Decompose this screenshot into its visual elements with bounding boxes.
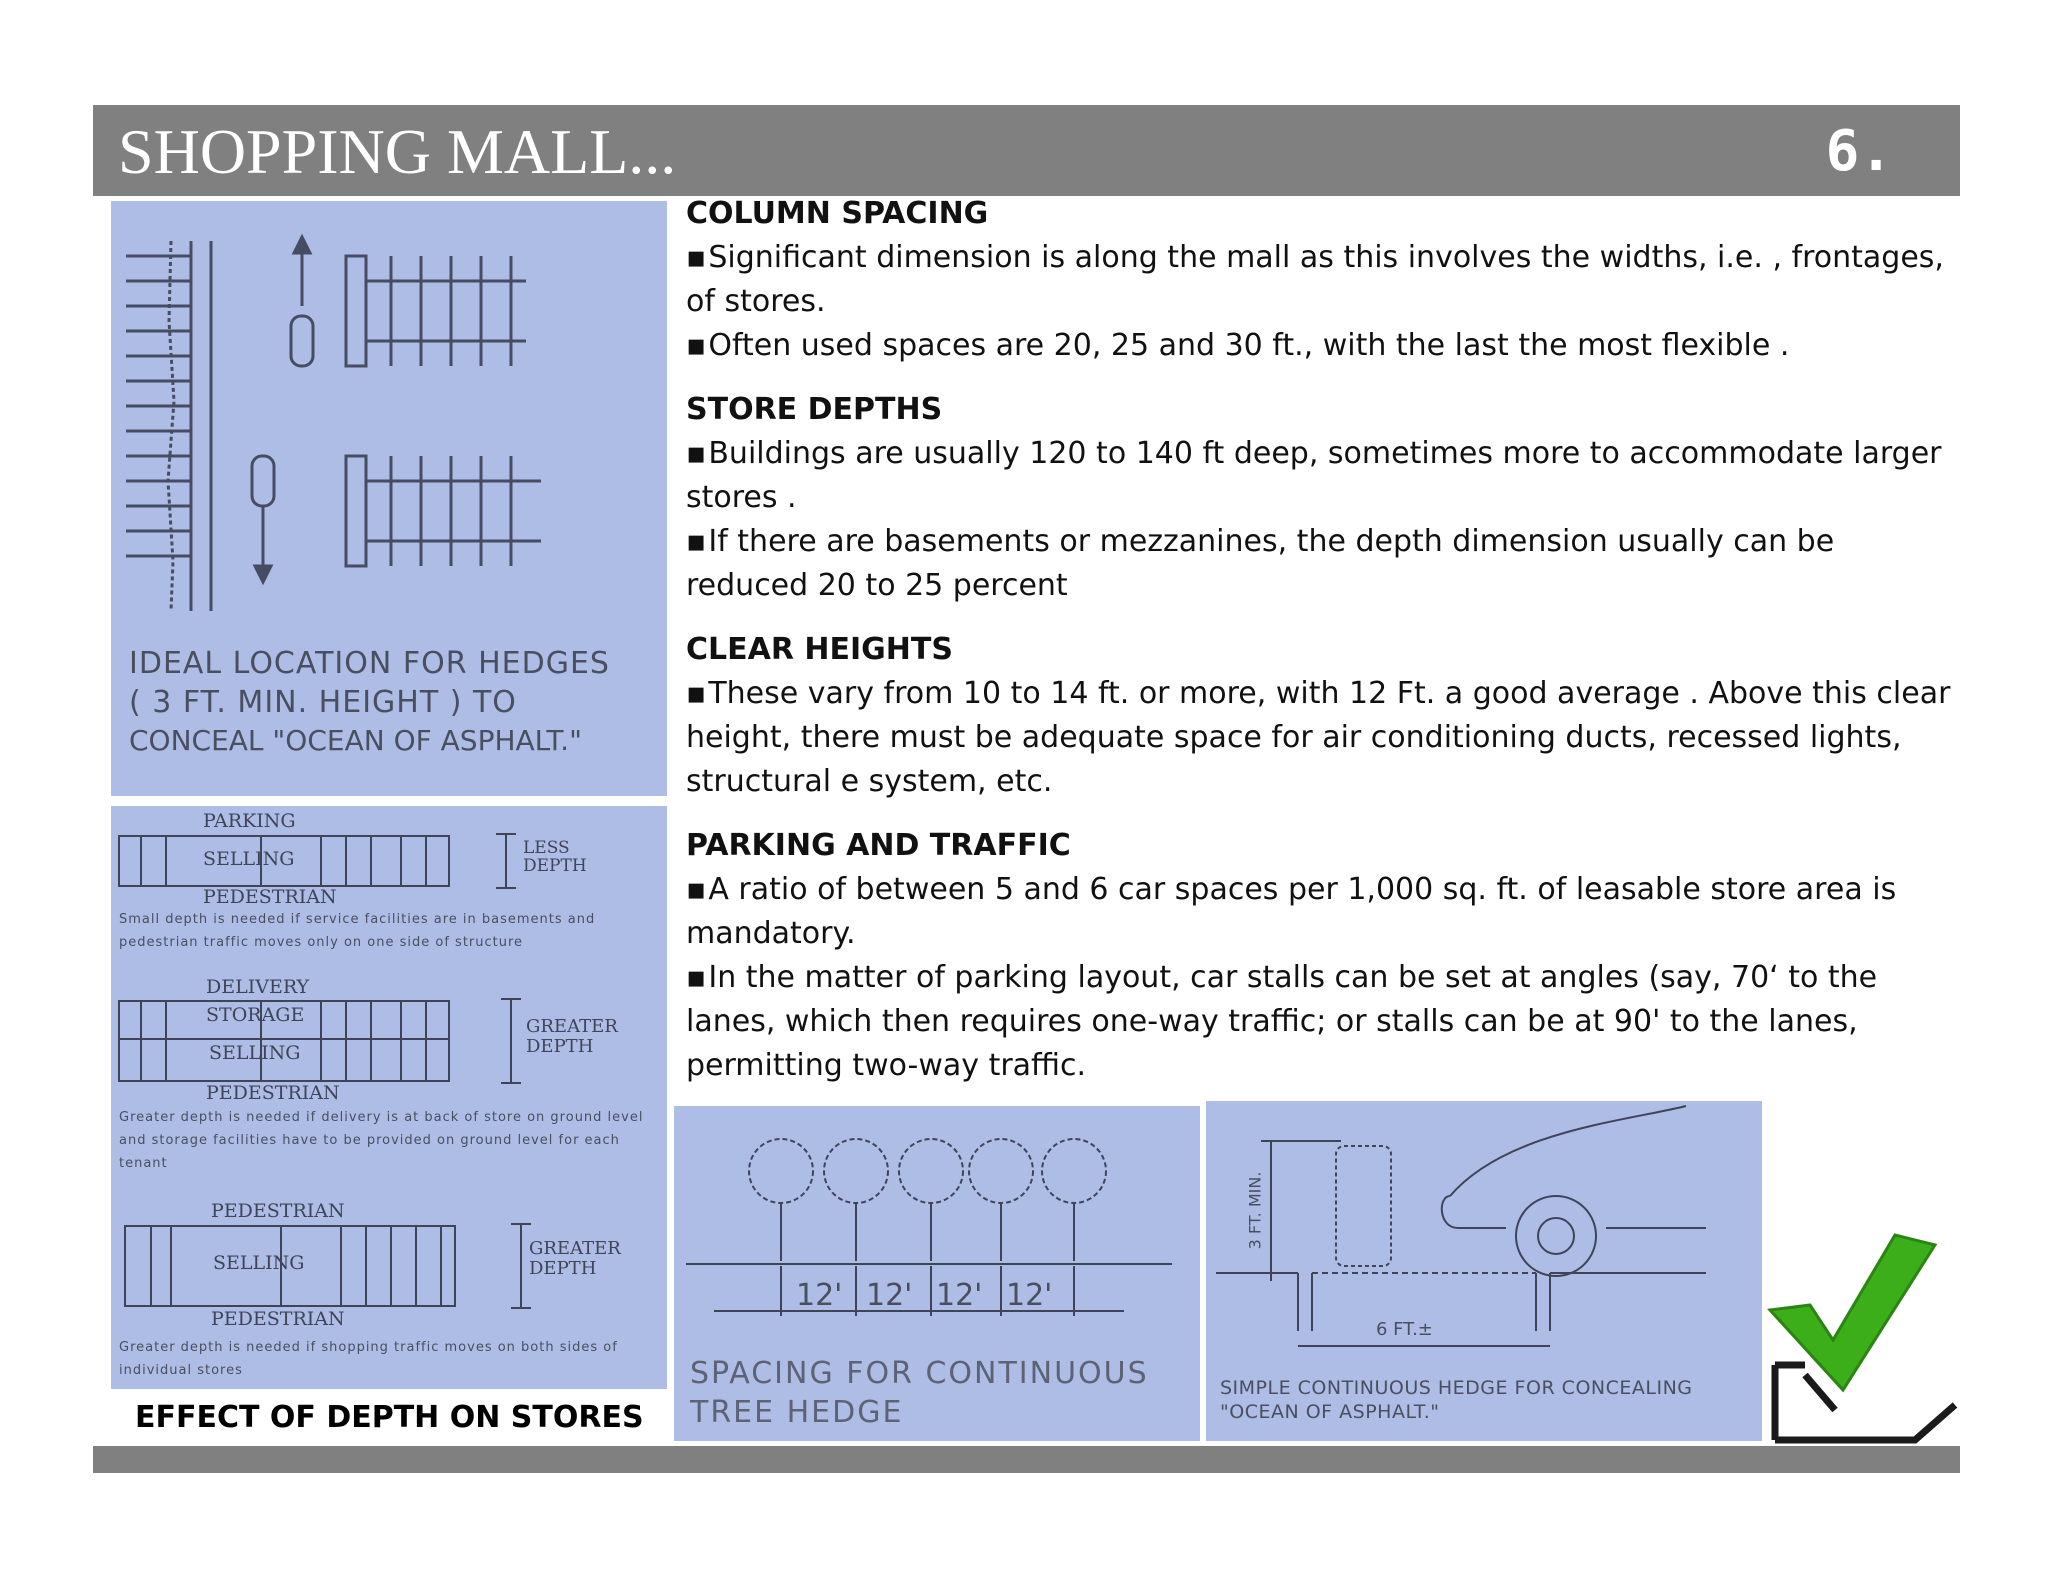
section-heading-column-spacing: COLUMN SPACING xyxy=(686,196,989,231)
tree-caption-line-2: TREE HEDGE xyxy=(690,1395,904,1430)
footer-bar xyxy=(93,1446,1960,1473)
section-heading-parking-traffic: PARKING AND TRAFFIC xyxy=(686,828,1071,863)
bullet-item: ▪ Significant dimension is along the mall as this involves the widths, i.e. , frontages, of stores. xyxy=(686,236,1956,324)
d2-side-label-2: DEPTH xyxy=(526,1036,594,1057)
checkmark-icon xyxy=(1765,1215,1965,1445)
store-depth-figure xyxy=(111,806,667,1389)
d3-mid-label: SELLING xyxy=(213,1252,305,1274)
bullet-item: ▪ Often used spaces are 20, 25 and 30 ft., with the last the most flexible . xyxy=(686,324,1956,368)
d2-selling-label: SELLING xyxy=(209,1042,301,1064)
d3-note: Greater depth is needed if shopping traffic moves on both sides of individual stores xyxy=(119,1340,618,1378)
section-heading-clear-heights: CLEAR HEIGHTS xyxy=(686,632,953,667)
d2-side-label-1: GREATER xyxy=(526,1016,618,1037)
bullet-item: ▪ In the matter of parking layout, car stalls can be set at angles (say, 70‘ to the lanes, which then requires one-way traffic; or stalls can be at 90' to the lanes, permitting two-way traffic. xyxy=(686,956,1956,1088)
d2-storage-label: STORAGE xyxy=(206,1004,305,1026)
d2-bottom-label: PEDESTRIAN xyxy=(206,1082,340,1104)
d1-side-label-1: LESS xyxy=(523,838,570,858)
section-heading-store-depths: STORE DEPTHS xyxy=(686,392,943,427)
d1-mid-label: SELLING xyxy=(203,848,295,870)
figure-caption: EFFECT OF DEPTH ON STORES xyxy=(135,1400,644,1435)
d1-side-label-2: DEPTH xyxy=(523,856,587,876)
height-label: 3 FT. MIN. xyxy=(1245,1171,1265,1250)
tree-hedge-figure xyxy=(674,1106,1200,1441)
d2-note: Greater depth is needed if delivery is at back of store on ground level and storage facilities have to be provided on ground level for each tenant xyxy=(119,1110,644,1171)
bullet-item: ▪ A ratio of between 5 and 6 car spaces per 1,000 sq. ft. of leasable store area is mandatory. xyxy=(686,868,1956,956)
bullet-item: ▪ Buildings are usually 120 to 140 ft deep, sometimes more to accommodate larger stores . xyxy=(686,432,1956,520)
d3-bottom-label: PEDESTRIAN xyxy=(211,1308,345,1330)
bullet-item: ▪ If there are basements or mezzanines, the depth dimension usually can be reduced 20 to 25 percent xyxy=(686,520,1956,608)
hedge-caption-line-2: ( 3 FT. MIN. HEIGHT ) TO xyxy=(129,685,517,720)
hedge-location-figure xyxy=(111,201,667,796)
spacing-label-2: 12' xyxy=(866,1278,913,1313)
bullet-item: ▪ These vary from 10 to 14 ft. or more, with 12 Ft. a good average . Above this clear height, there must be adequate space for air conditioning ducts, recessed lights, structural e system, etc. xyxy=(686,672,1956,804)
spacing-label-3: 12' xyxy=(936,1278,983,1313)
car-hedge-figure xyxy=(1206,1101,1762,1441)
hedge-caption-line-1: IDEAL LOCATION FOR HEDGES xyxy=(129,646,610,681)
d1-note: Small depth is needed if service facilities are in basements and pedestrian traffic moves only on one side of structure xyxy=(119,912,596,950)
d3-top-label: PEDESTRIAN xyxy=(211,1200,345,1222)
tree-caption-line-1: SPACING FOR CONTINUOUS xyxy=(690,1356,1149,1391)
width-label: 6 FT.± xyxy=(1376,1319,1433,1340)
content-text xyxy=(686,192,1956,1088)
d1-bottom-label: PEDESTRIAN xyxy=(203,886,337,908)
d3-side-label-2: DEPTH xyxy=(529,1258,597,1279)
d1-top-label: PARKING xyxy=(203,810,296,832)
d3-side-label-1: GREATER xyxy=(529,1238,621,1259)
car-caption-line-1: SIMPLE CONTINUOUS HEDGE FOR CONCEALING xyxy=(1220,1377,1693,1399)
spacing-label-4: 12' xyxy=(1006,1278,1053,1313)
store-depth-diagrams xyxy=(111,806,667,1389)
slide-title: SHOPPING MALL... xyxy=(118,116,677,187)
car-caption-line-2: "OCEAN OF ASPHALT." xyxy=(1220,1401,1440,1423)
spacing-label-1: 12' xyxy=(796,1278,843,1313)
hedge-caption-line-3: CONCEAL "OCEAN OF ASPHALT." xyxy=(129,724,582,757)
d2-top-label: DELIVERY xyxy=(206,976,310,998)
page-number: 6. xyxy=(1825,119,1893,184)
